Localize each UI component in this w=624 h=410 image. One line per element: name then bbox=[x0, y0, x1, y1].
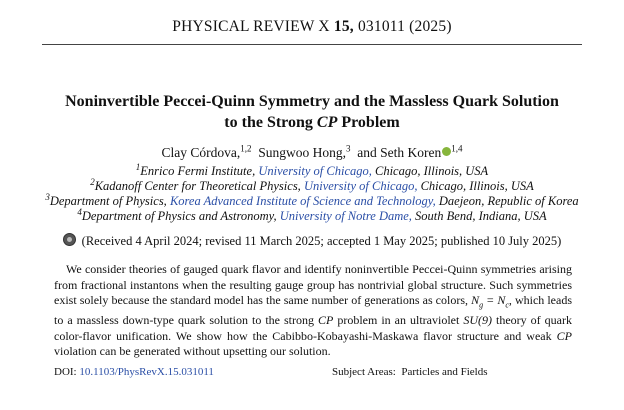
eq-ng: N bbox=[471, 293, 480, 308]
author-affil: 3 bbox=[346, 143, 351, 154]
abstract-text: violation can be generated without upsetting our solution. bbox=[54, 344, 331, 359]
eq-sub: c bbox=[505, 300, 509, 310]
header-rule bbox=[42, 44, 582, 45]
journal-article: 031011 (2025) bbox=[357, 18, 452, 35]
dates-text: (Received 4 April 2024; revised 11 March 2025; accepted 1 May 2025; published 10 July 2025) bbox=[81, 234, 562, 248]
eq-nc: = N bbox=[483, 293, 506, 308]
abstract-text: , which leads to a massless down-type quark solution to the strong bbox=[54, 293, 572, 328]
affil-link[interactable]: Korea Advanced Institute of Science and Technology, bbox=[169, 194, 436, 208]
subject-label: Subject Areas: bbox=[332, 366, 396, 378]
affil-pre: Department of Physics, bbox=[49, 194, 170, 208]
check-for-updates-icon[interactable] bbox=[63, 233, 76, 246]
affil-post: Chicago, Illinois, USA bbox=[417, 179, 534, 193]
doi-link[interactable]: 10.1103/PhysRevX.15.031011 bbox=[79, 366, 214, 378]
abstract bbox=[54, 262, 572, 360]
doi bbox=[54, 366, 214, 378]
journal-volume: 15, bbox=[333, 18, 354, 35]
author-name[interactable]: Sungwoo Hong, bbox=[258, 145, 347, 160]
title-cp: CP bbox=[316, 114, 338, 131]
doi-label: DOI: bbox=[54, 366, 77, 378]
author-affil: 1,2 bbox=[240, 143, 252, 154]
eq-sub: g bbox=[479, 300, 484, 310]
abstract-cp: CP bbox=[556, 328, 572, 343]
affiliation bbox=[0, 176, 624, 194]
affil-post: Daejeon, Republic of Korea bbox=[435, 194, 579, 208]
affil-link[interactable]: University of Chicago, bbox=[303, 179, 418, 193]
abstract-su9: SU(9) bbox=[463, 313, 492, 328]
affil-pre: Enrico Fermi Institute, bbox=[140, 164, 259, 178]
author-name[interactable]: and Seth Koren bbox=[357, 145, 442, 160]
affiliation bbox=[0, 191, 624, 209]
affil-num: 1 bbox=[135, 161, 141, 172]
abstract-text: We consider theories of gauged quark flavor and identify noninvertible Peccei-Quinn symmetries arising from fractional instantons when the resulting gauge group has nontrivial global structure. Such symmetries exist solely because the standard model has the same number of generations as colors, bbox=[54, 262, 572, 308]
publication-dates bbox=[0, 233, 624, 249]
journal-name: PHYSICAL REVIEW X bbox=[172, 18, 330, 35]
subject-areas bbox=[332, 366, 488, 378]
affil-post: South Bend, Indiana, USA bbox=[411, 209, 547, 223]
affil-num: 4 bbox=[77, 206, 82, 217]
paper-title bbox=[40, 91, 584, 133]
title-line-1: Noninvertible Peccei-Quinn Symmetry and the Massless Quark Solution bbox=[65, 93, 559, 110]
affil-num: 2 bbox=[90, 176, 95, 187]
affil-pre: Kadanoff Center for Theoretical Physics, bbox=[94, 179, 304, 193]
subject-value: Particles and Fields bbox=[401, 366, 488, 378]
abstract-text: theory of quark color-flavor unification. We show how the Cabibbo-Kobayashi-Maskawa flavor structure and weak bbox=[54, 313, 572, 343]
abstract-text: problem in an ultraviolet bbox=[333, 313, 464, 328]
journal-header bbox=[0, 18, 624, 36]
affil-link[interactable]: University of Chicago, bbox=[258, 164, 372, 178]
title-line-2 bbox=[40, 112, 584, 133]
orcid-icon[interactable] bbox=[442, 147, 451, 156]
affil-link[interactable]: University of Notre Dame, bbox=[279, 209, 412, 223]
affiliation bbox=[0, 206, 624, 224]
title-line-2-pre: to the Strong bbox=[224, 114, 317, 131]
affil-num: 3 bbox=[45, 191, 50, 202]
author-list bbox=[0, 145, 624, 161]
author-affil: 1,4 bbox=[451, 143, 463, 154]
author-name[interactable]: Clay Córdova, bbox=[161, 145, 241, 160]
affil-post: Chicago, Illinois, USA bbox=[371, 164, 489, 178]
affil-pre: Department of Physics and Astronomy, bbox=[81, 209, 280, 223]
title-line-2-post: Problem bbox=[337, 114, 400, 131]
abstract-cp: CP bbox=[318, 313, 334, 328]
